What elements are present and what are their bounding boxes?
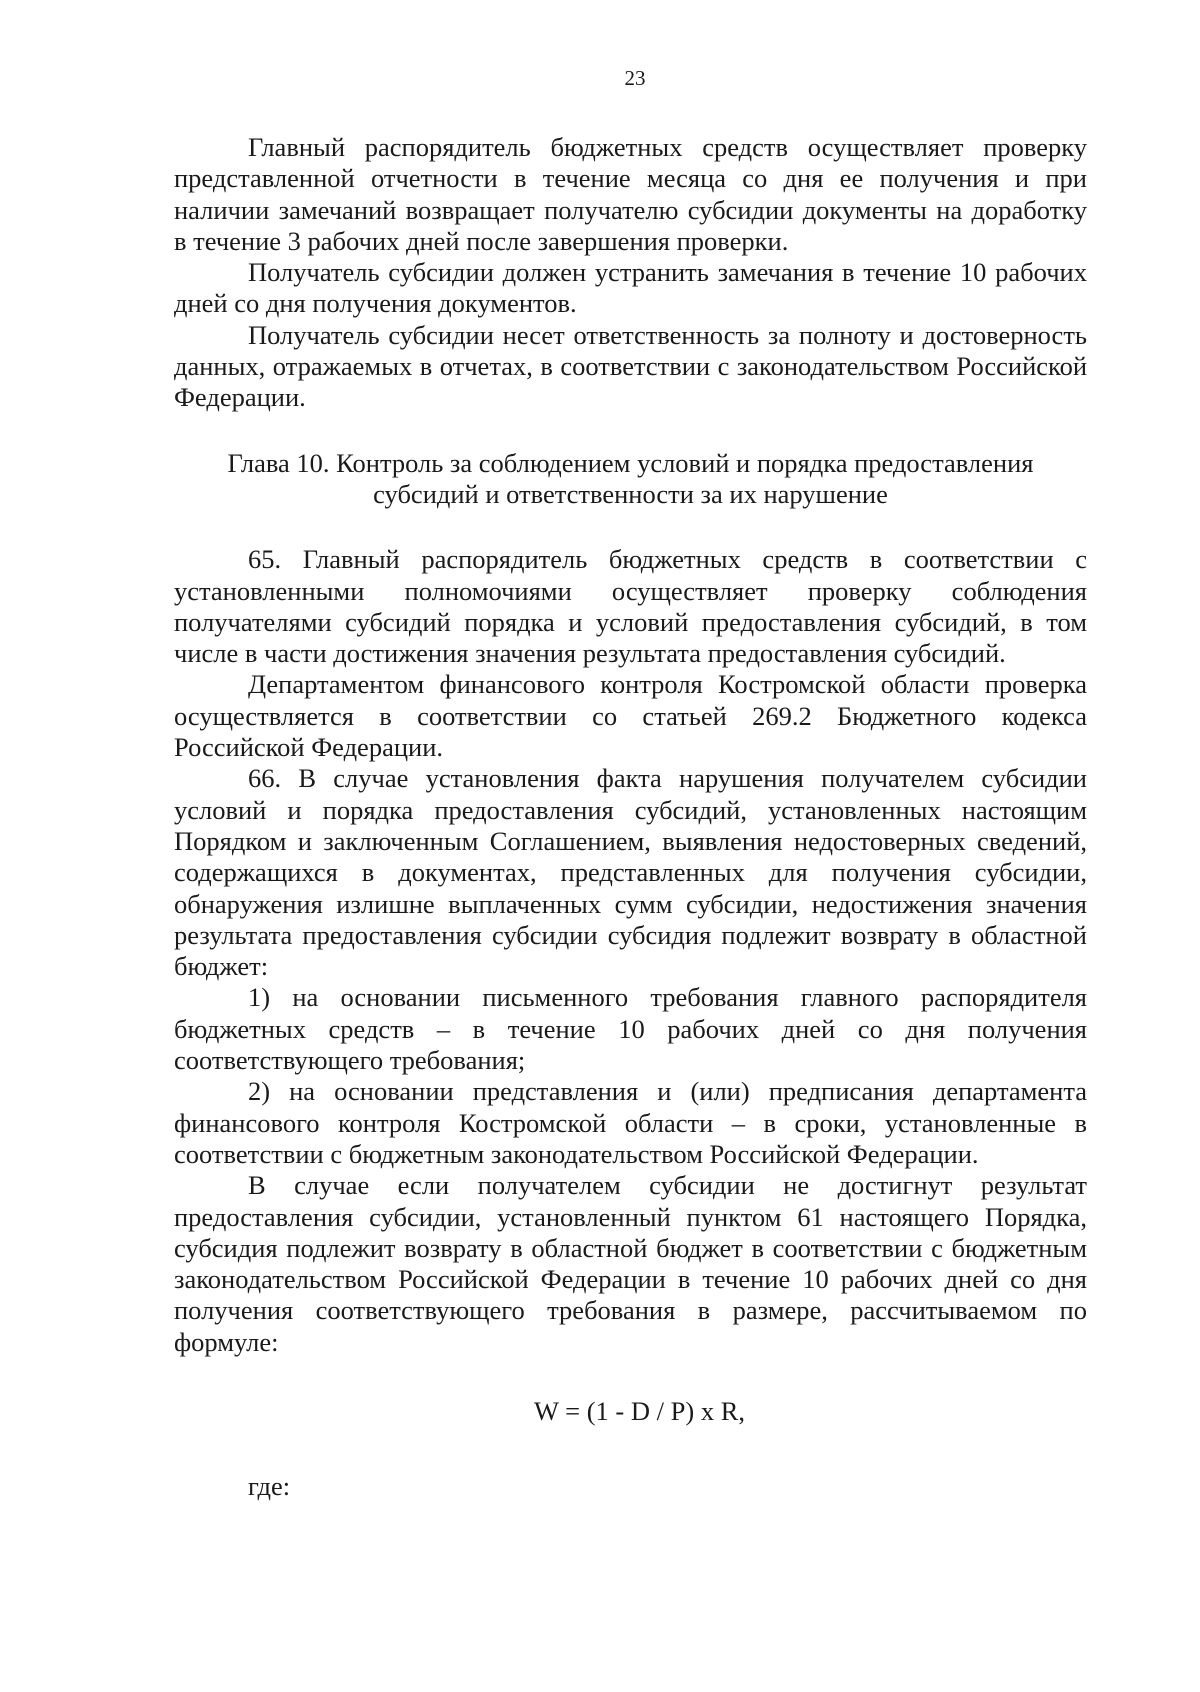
paragraph-fix-remarks: Получатель субсидии должен устранить замечания в течение 10 рабочих дней со дня получения документов. [174,257,1087,319]
refund-formula: W = (1 - D / P) x R, [534,1395,745,1426]
page-number: 23 [624,66,646,90]
paragraph-responsibility: Получатель субсидии несет ответственность за полноту и достоверность данных, отражаемых в отчетах, в соответствии с законодательством Российской Федерации. [174,319,1087,413]
document-body [174,132,1087,1503]
paragraph-item-1: 1) на основании письменного требования главного распорядителя бюджетных средств – в течение 10 рабочих дней со дня получения соответствующего требования; [174,982,1087,1076]
paragraph-item-2: 2) на основании представления и (или) предписания департамента финансового контроля Костромской области – в сроки, установленные в соответствии с бюджетным законодательством Российской Федерации. [174,1076,1087,1169]
paragraph-clause-65: 65. Главный распорядитель бюджетных средств в соответствии с установленными полномочиями осуществляет проверку соблюдения получателями субсидий порядка и условий предоставления субсидий, в том числе в части достижения значения результата предоставления субсидий. [174,544,1087,669]
paragraph-result-not-achieved: В случае если получателем субсидии не достигнут результат предоставления субсидии, установленный пунктом 61 настоящего Порядка, субсидия подлежит возврату в областной бюджет в соответствии с бюджетным законодательством Российской Федерации в течение 10 рабочих дней со дня получения соответствующего требования в размере, рассчитываемом по формуле: [174,1170,1087,1357]
chapter-heading-line-1: Глава 10. Контроль за соблюдением условий и порядка предоставления [227,447,1034,478]
paragraph-financial-control: Департаментом финансового контроля Костромской области проверка осуществляется в соответствии со статьей 269.2 Бюджетного кодекса Российской Федерации. [174,669,1087,763]
paragraph-clause-66: 66. В случае установления факта нарушения получателем субсидии условий и порядка предоставления субсидий, установленных настоящим Порядком и заключенным Соглашением, выявления недостоверных сведений, содержащихся в документах, представленных для получения субсидии, обнаружения излишне выплаченных сумм субсидии, недостижения значения результата предоставления субсидии субсидия подлежит возврату в областной бюджет: [174,763,1087,982]
where-label: где: [248,1471,291,1502]
chapter-heading [174,448,1087,511]
paragraph-report-check: Главный распорядитель бюджетных средств осуществляет проверку представленной отчетности в течение месяца со дня ее получения и при наличии замечаний возвращает получателю субсидии документы на доработку в течение 3 рабочих дней после завершения проверки. [174,132,1087,256]
chapter-heading-line-2: субсидий и ответственности за их нарушение [373,478,888,509]
